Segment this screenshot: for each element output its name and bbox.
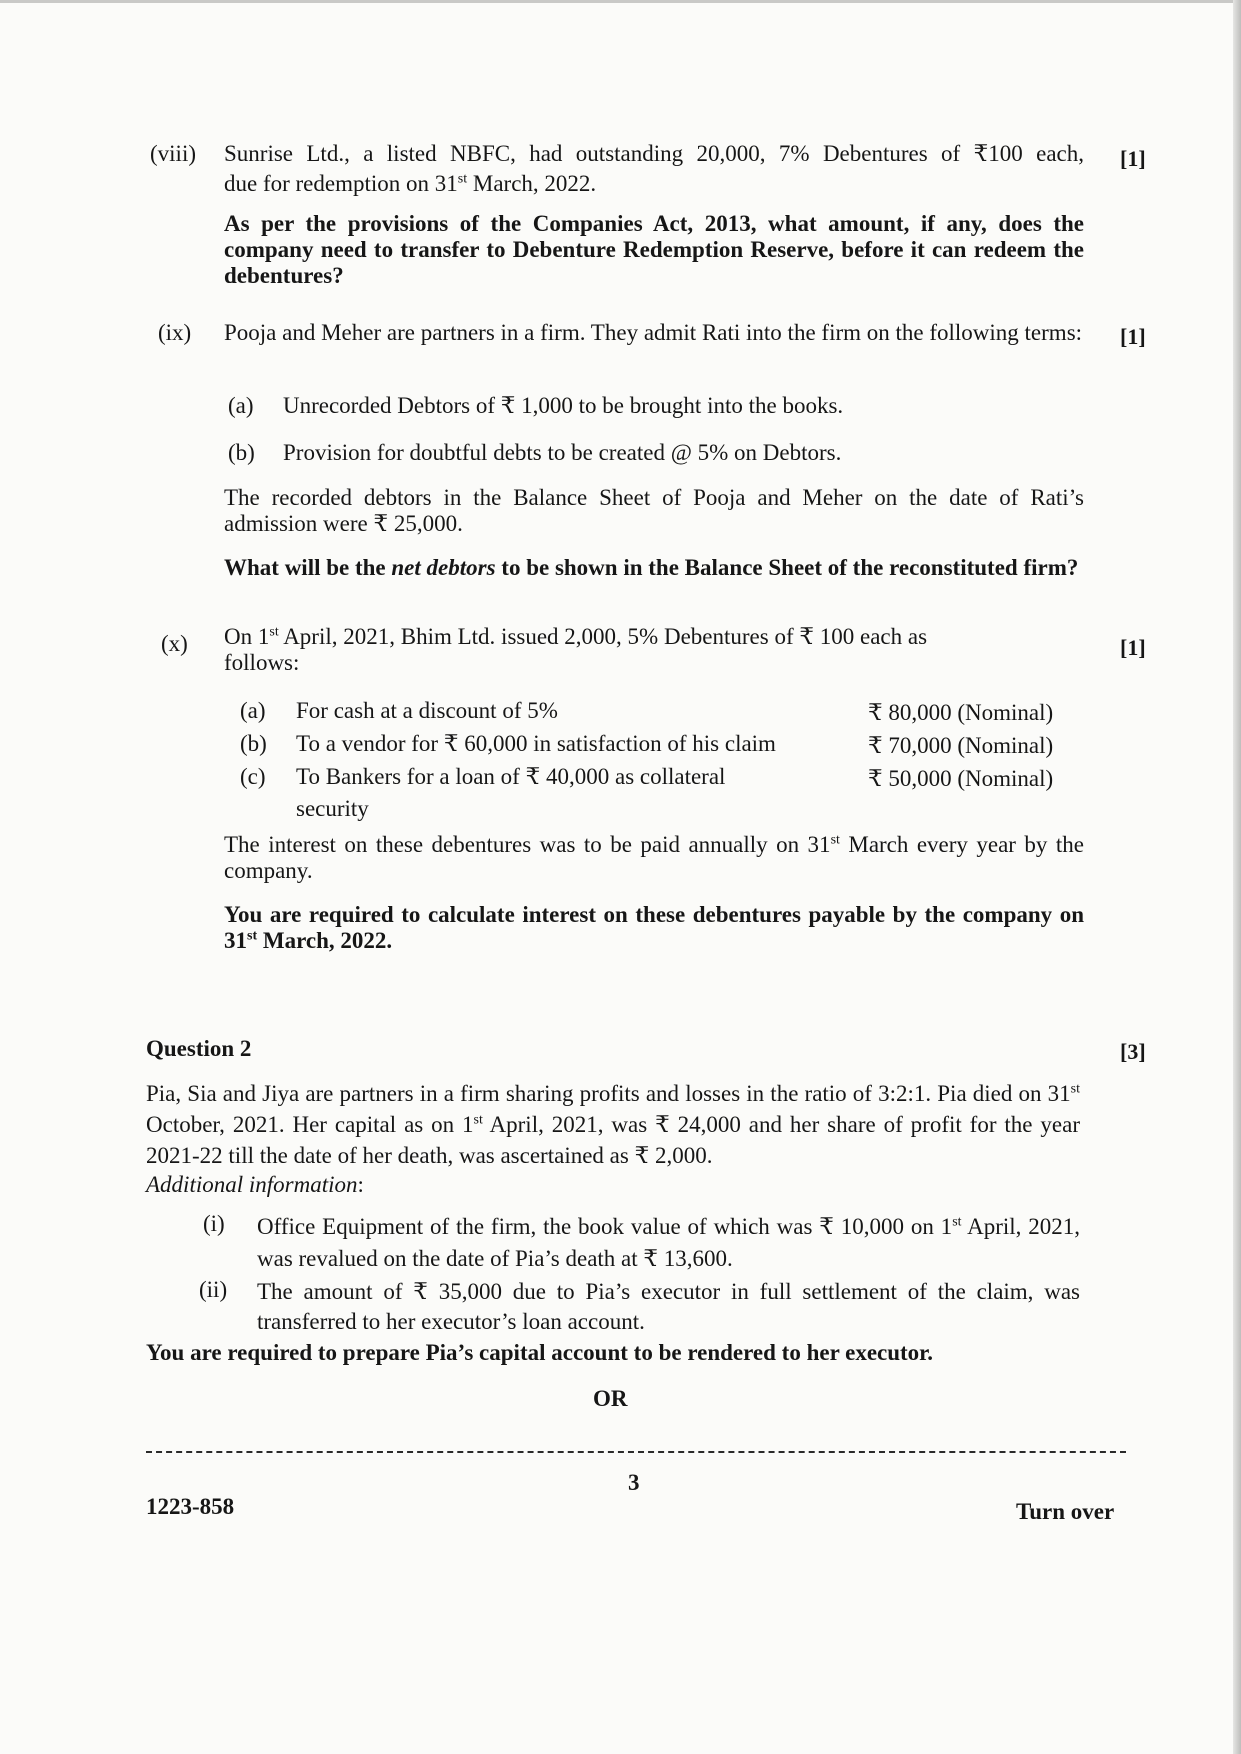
item-label: (a): [228, 393, 254, 418]
row-label: (c): [240, 764, 266, 789]
marks-badge: [1]: [1120, 324, 1146, 349]
additional-info-label: Additional information:: [146, 1172, 364, 1197]
row-label: (a): [240, 698, 266, 723]
row-text: To a vendor for ₹ 60,000 in satisfaction of his claim: [296, 731, 776, 756]
row-label: (b): [240, 731, 267, 756]
marks-badge: [1]: [1120, 635, 1146, 660]
question-text: [224, 141, 1084, 167]
question-text: Pia, Sia and Jiya are partners in a firm sharing profits and losses in the ratio of 3:2:1. Pia died on 31st October, 2021. Her capital as on 1st April, 2021, was ₹ 24,000 and her share of profit for the year 2021-22 till the date of her death, was ascertained as ₹ 2,000.: [146, 1081, 1080, 1168]
row-amount: ₹ 80,000 (Nominal): [868, 700, 1054, 725]
emphasis: net debtors: [391, 555, 496, 580]
page-divider: [146, 1451, 1126, 1453]
row-text: To Bankers for a loan of ₹ 40,000 as collateral: [296, 764, 726, 789]
item-label: (ii): [199, 1277, 228, 1302]
question-prompt: What will be the net debtors to be shown in the Balance Sheet of the reconstituted firm?: [224, 555, 1079, 580]
question-text: The recorded debtors in the Balance Sheet of Pooja and Meher on the date of Rati’s admission were ₹ 25,000.: [224, 485, 1084, 536]
row-text: For cash at a discount of 5%: [296, 698, 558, 723]
or-separator: OR: [593, 1386, 628, 1411]
marks-badge: [1]: [1120, 146, 1146, 171]
scan-right-edge: [1233, 0, 1241, 1754]
item-label: (b): [228, 440, 255, 465]
item-text: Office Equipment of the firm, the book value of which was ₹ 10,000 on 1st April, 2021, was revalued on the date of Pia’s death at ₹ 13,600.: [257, 1214, 1081, 1271]
row-amount: ₹ 70,000 (Nominal): [868, 733, 1054, 758]
question-number: (x): [161, 631, 188, 656]
item-text: The amount of ₹ 35,000 due to Pia’s executor in full settlement of the claim, was transferred to her executor’s loan account.: [257, 1279, 1080, 1334]
paper-code: 1223-858: [146, 1494, 235, 1519]
question-heading: Question 2: [146, 1036, 252, 1061]
row-amount: ₹ 50,000 (Nominal): [868, 766, 1054, 791]
page-number: 3: [628, 1470, 640, 1495]
item-text: Unrecorded Debtors of ₹ 1,000 to be brought into the books.: [283, 393, 844, 418]
row-text-cont: security: [296, 796, 369, 821]
question-text: On 1st April, 2021, Bhim Ltd. issued 2,000, 5% Debentures of ₹ 100 each as follows:: [224, 624, 928, 675]
question-text: The interest on these debentures was to be paid annually on 31st March every year by the company.: [224, 832, 1084, 883]
marks-badge: [3]: [1120, 1039, 1146, 1064]
question-text: Pooja and Meher are partners in a firm. They admit Rati into the firm on the following terms:: [224, 320, 1083, 345]
question-prompt: As per the provisions of the Companies Act, 2013, what amount, if any, does the company need to transfer to Debenture Redemption Reserve, before it can redeem the debentures?: [224, 211, 1084, 288]
question-prompt: You are required to prepare Pia’s capital account to be rendered to her executor.: [146, 1340, 934, 1365]
question-number: (ix): [158, 320, 192, 345]
scan-top-edge: [0, 0, 1241, 3]
item-label: (i): [203, 1211, 225, 1236]
question-prompt: You are required to calculate interest on these debentures payable by the company on 31st March, 2022.: [224, 902, 1084, 953]
text-line: Sunrise Ltd., a listed NBFC, had outstanding 20,000, 7% Debentures of ₹100 each,: [224, 141, 1084, 166]
question-number: (viii): [150, 141, 196, 166]
question-text-cont: due for redemption on 31st March, 2022.: [224, 171, 597, 196]
turn-over-label: Turn over: [1016, 1499, 1115, 1524]
item-text: Provision for doubtful debts to be created @ 5% on Debtors.: [283, 440, 842, 465]
